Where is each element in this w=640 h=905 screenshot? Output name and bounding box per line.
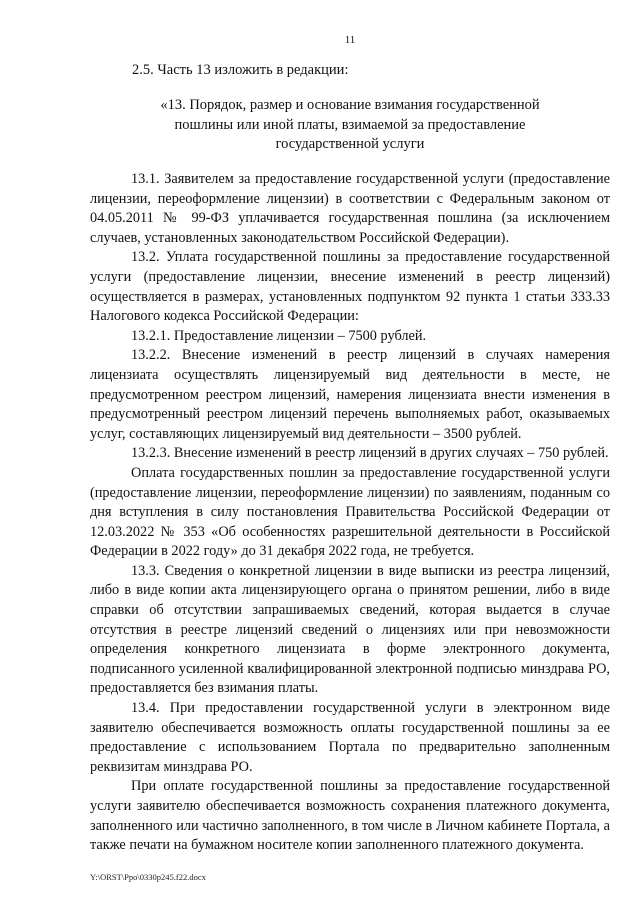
paragraph-13-3: 13.3. Сведения о конкретной лицензии в виде выписки из реестра лицензий, либо в виде копии акта лицензирующего органа о принятом решении, либо в виде справки об отсутствии запрашиваемых сведений, которая выдается в случае отсутствия в реестре лицензий сведений о лицензиях или при невозможности определения конкретного лицензиата в форме электронного документа, подписанного усиленной квалифицированной электронной подписью минздрава РО, предоставляется без взимания платы. [90,562,610,697]
heading-line: «13. Порядок, размер и основание взимания государственной [160,97,540,113]
heading-line: государственной услуги [275,136,425,152]
file-path-footer: Y:\ORST\Ppo\0330p245.f22.docx [90,872,206,882]
paragraph-13-2: 13.2. Уплата государственной пошлины за предоставление государственной услуги (предоставление лицензии, внесение изменений в реестр лицензий) осуществляется в размерах, установленных подпунктом 92 пункта 1 статьи 333.33 Налогового кодекса Российской Федерации: [90,249,610,325]
section-heading [90,96,610,155]
paragraph-fee-exemption: Оплата государственных пошлин за предоставление государственной услуги (предоставление лицензии, переоформление лицензии) по заявлениям, поданным со дня вступления в силу постановления Правительства Российской Федерации от 12.03.2022 № 353 «Об особенностях разрешительной деятельности в Российской Федерации в 2022 году» до 31 декабря 2022 года, не требуется. [90,464,610,560]
paragraph-13-2-2: 13.2.2. Внесение изменений в реестр лицензий в случаях намерения лицензиата осуществлять лицензируемый вид деятельности в месте, не предусмотренном реестром лицензий, намерения лицензиата внести изменения в предусмотренный реестром лицензий перечень выполняемых работ, оказываемых услуг, составляющих лицензируемый вид деятельности – 3500 рублей. [90,347,610,442]
heading-line: пошлины или иной платы, взимаемой за предоставление [174,116,526,133]
paragraph-payment-document: При оплате государственной пошлины за предоставление государственной услуги заявителю обеспечивается возможность сохранения платежного документа, заполненного или частично заполненного, в том числе в Личном кабинете Портала, а также печати на бумажном носителе копии заполненного платежного документа. [90,778,610,854]
page-number: 11 [344,34,356,46]
paragraph-13-4: 13.4. При предоставлении государственной услуги в электронном виде заявителю обеспечивается возможность оплаты государственной пошлины за ее предоставление с использованием Портала по предварительно заполненным реквизитам минздрава РО. [90,700,610,775]
document-body [90,170,610,856]
paragraph-13-2-3: 13.2.3. Внесение изменений в реестр лицензий в других случаях – 750 рублей. [131,445,609,462]
amendment-intro: 2.5. Часть 13 изложить в редакции: [132,62,349,78]
paragraph-13-2-1: 13.2.1. Предоставление лицензии – 7500 рублей. [131,327,427,344]
paragraph-13-1: 13.1. Заявителем за предоставление государственной услуги (предоставление лицензии, переоформление лицензии) в соответствии с Федеральным законом от 04.05.2011 № 99-ФЗ уплачивается государственная пошлина (за исключением случаев, установленных законодательством Российской Федерации). [90,171,610,246]
